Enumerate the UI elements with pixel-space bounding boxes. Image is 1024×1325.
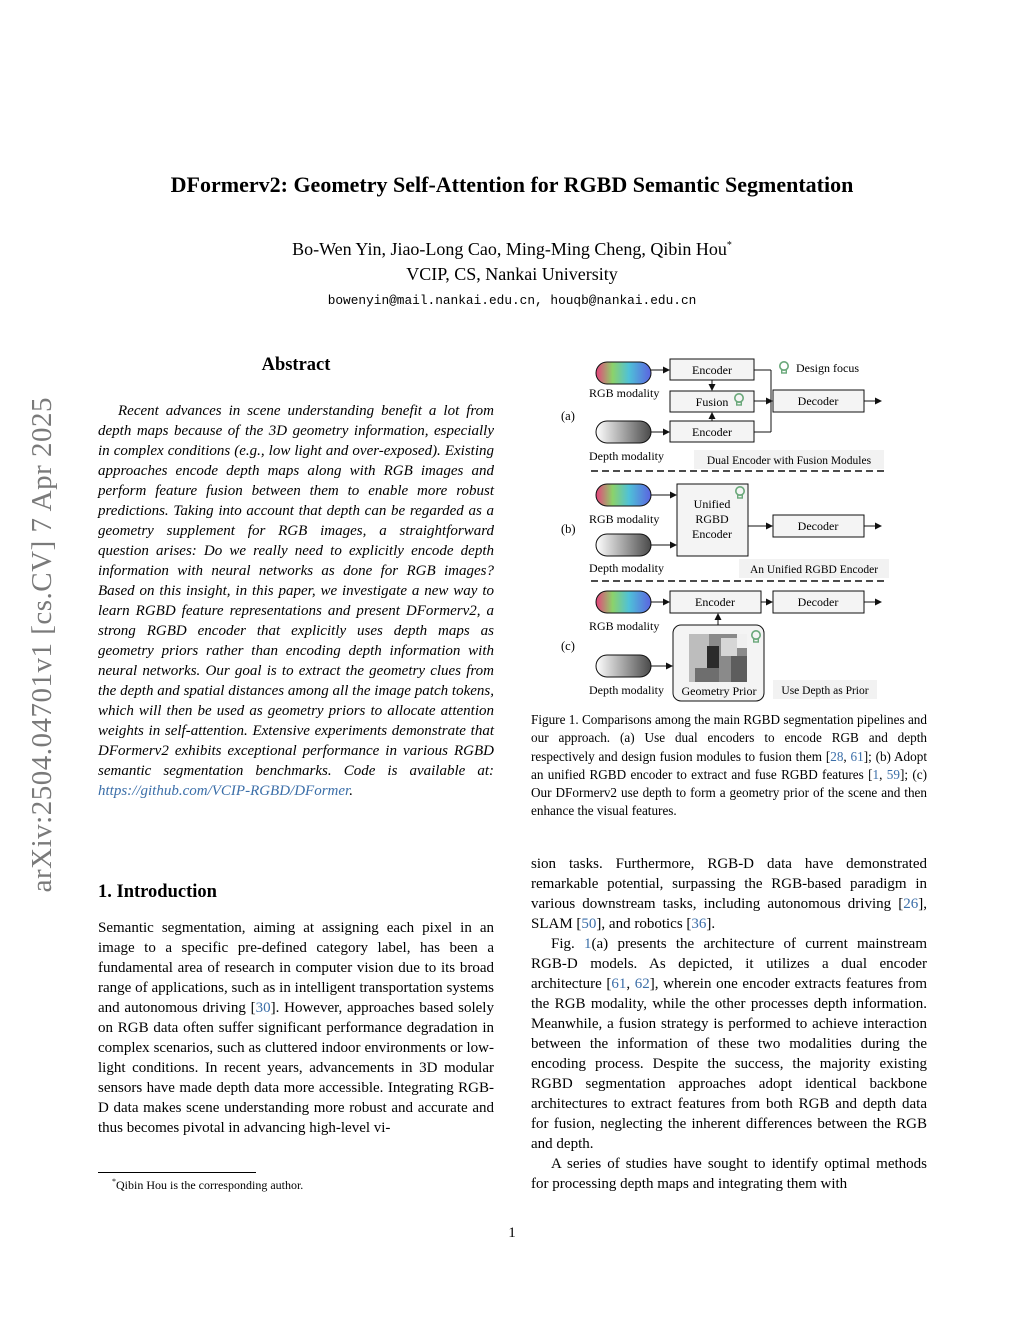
author-list bbox=[100, 239, 924, 260]
panel-b-unified-line2: RGBD bbox=[695, 512, 729, 526]
citation-link[interactable]: 36 bbox=[691, 916, 707, 932]
right-text-1c: ], wherein one encoder extracts features from the RGB modality, while the other processes depth information. Meanwhile, a fusion strategy is performed to achieve interaction between the information of these two modalities during the encoding process. Despite the success, the majority existing RGBD segmentation approaches adopt identical backbone architectures to extract features from both RGB and depth data for fusion, neglecting the inherent differences between the RGB and depth. bbox=[531, 976, 928, 1152]
footnote-text: Qibin Hou is the corresponding author. bbox=[116, 1178, 304, 1192]
footnote bbox=[112, 1177, 303, 1193]
intro-heading: 1. Introduction bbox=[98, 882, 217, 902]
panel-b-unified-line1: Unified bbox=[693, 497, 731, 511]
right-text-sep: , bbox=[626, 976, 635, 992]
panel-a-caption: Dual Encoder with Fusion Modules bbox=[706, 455, 872, 467]
panel-a-decoder-label: Decoder bbox=[797, 394, 839, 408]
panel-c-caption: Use Depth as Prior bbox=[781, 685, 869, 697]
right-paragraph-1 bbox=[531, 934, 927, 1154]
figure-1 bbox=[531, 350, 927, 705]
panel-a-depth-input-icon bbox=[596, 421, 651, 443]
page-number: 1 bbox=[508, 1225, 516, 1241]
author-emails: bowenyin@mail.nankai.edu.cn, houqb@nankai.edu.cn bbox=[327, 293, 697, 308]
panel-c-depth-input-icon bbox=[596, 655, 651, 677]
design-focus-bulb-icon bbox=[780, 362, 788, 373]
right-text-0c: ], and robotics [ bbox=[596, 916, 692, 932]
design-focus-legend: Design focus bbox=[796, 361, 859, 375]
panel-b-depth-input-icon bbox=[596, 534, 651, 556]
arxiv-stamp: arXiv:2504.04701v1 [cs.CV] 7 Apr 2025 bbox=[25, 397, 58, 893]
intro-paragraph-1 bbox=[98, 918, 494, 1138]
footnote-mark: * bbox=[112, 1177, 116, 1186]
footnote-rule bbox=[98, 1172, 256, 1173]
right-paragraph-2: A series of studies have sought to identify optimal methods for processing depth maps and integrating them with bbox=[531, 1156, 927, 1192]
affiliation: VCIP, CS, Nankai University bbox=[406, 264, 618, 284]
panel-a-fusion-label: Fusion bbox=[695, 395, 729, 409]
right-text-1b: (a) presents the architecture of current mainstream RGB-D models. As depicted, it utilizes a dual encoder architecture [ bbox=[531, 936, 927, 992]
abstract-end: . bbox=[349, 783, 353, 799]
panel-a-label: (a) bbox=[561, 409, 575, 423]
panel-b-caption: An Unified RGBD Encoder bbox=[749, 564, 879, 576]
figure-caption bbox=[531, 711, 927, 821]
right-text-0b: ], SLAM [ bbox=[531, 896, 927, 932]
panel-a-rgb-label: RGB modality bbox=[589, 386, 660, 400]
citation-link[interactable]: 61 bbox=[850, 748, 864, 764]
right-text-0d: ]. bbox=[706, 916, 716, 932]
code-link[interactable]: https://github.com/VCIP-RGBD/DFormer bbox=[98, 783, 350, 799]
figure-ref-link[interactable]: 1 bbox=[584, 936, 592, 952]
panel-b-depth-label: Depth modality bbox=[589, 561, 664, 575]
right-text-1a: Fig. bbox=[551, 936, 585, 952]
panel-b-rgb-input-icon bbox=[596, 484, 651, 506]
citation-link[interactable]: 59 bbox=[886, 766, 900, 782]
arxiv-stamp-container bbox=[12, 360, 72, 930]
panel-a-rgb-encoder-label: Encoder bbox=[692, 363, 732, 377]
caption-sep: , bbox=[843, 748, 851, 764]
panel-c-geometry-prior-label: Geometry Prior bbox=[681, 684, 757, 698]
panel-b-label: (b) bbox=[561, 522, 576, 536]
citation-link[interactable]: 62 bbox=[634, 976, 650, 992]
panel-c-rgb-input-icon bbox=[596, 591, 651, 613]
panel-c-encoder-label: Encoder bbox=[695, 595, 735, 609]
intro-text-2: ]. However, approaches based solely on RGB data often suffer significant performance degradation in complex scenarios, such as cluttered indoor environments or low-light conditions. In recent years, advancements in 3D modular sensors have made depth data more accessible. Integrating RGB-D data makes scene understanding more robust and accurate and thus becomes pivotal in advancing high-level vi- bbox=[98, 1000, 494, 1136]
figure-caption-text-2: ]; (b) Adopt an unified RGBD encoder to extract and fuse RGBD features [ bbox=[531, 748, 927, 782]
citation-link[interactable]: 50 bbox=[581, 916, 597, 932]
panel-c-decoder-label: Decoder bbox=[797, 595, 839, 609]
panel-a-rgb-input-icon bbox=[596, 362, 651, 384]
citation-link[interactable]: 1 bbox=[872, 766, 880, 782]
panel-c-rgb-label: RGB modality bbox=[589, 619, 660, 633]
citation-link[interactable]: 26 bbox=[903, 896, 919, 912]
intro-text-1: Semantic segmentation, aiming at assigning each pixel in an image to a specific pre-defined category label, has been a fundamental area of research in computer vision due to its broad range of applications, such as in intelligent transportation systems and autonomous driving [ bbox=[98, 920, 494, 1016]
figure-caption-text-3: ]; (c) Our DFormerv2 use depth to form a geometry prior of the scene and then enhance the visual features. bbox=[531, 766, 928, 819]
panel-a-depth-label: Depth modality bbox=[589, 449, 664, 463]
panel-c-depth-label: Depth modality bbox=[589, 683, 664, 697]
citation-link[interactable]: 30 bbox=[255, 1000, 271, 1016]
panel-b-decoder-label: Decoder bbox=[797, 519, 839, 533]
author-names: Bo-Wen Yin, Jiao-Long Cao, Ming-Ming Cheng, Qibin Hou bbox=[292, 239, 727, 259]
panel-c-label: (c) bbox=[561, 639, 575, 653]
figure-1-diagram bbox=[531, 350, 927, 705]
right-column-text bbox=[531, 854, 927, 1194]
right-paragraph-0 bbox=[531, 854, 927, 934]
panel-b-unified-line3: Encoder bbox=[692, 527, 732, 541]
abstract-body bbox=[98, 401, 494, 801]
citation-link[interactable]: 28 bbox=[830, 748, 844, 764]
geometry-prior-depth-map bbox=[689, 634, 747, 682]
citation-link[interactable]: 61 bbox=[611, 976, 627, 992]
panel-b-rgb-label: RGB modality bbox=[589, 512, 660, 526]
abstract-heading: Abstract bbox=[261, 355, 331, 375]
figure-caption-text-1: Comparisons among the main RGBD segmentation pipelines and our approach. (a) Use dual encoders to encode RGB and depth respectively and design fusion modules to fusion them [ bbox=[531, 712, 927, 764]
panel-a-depth-encoder-label: Encoder bbox=[692, 425, 732, 439]
figure-caption-label: Figure 1. bbox=[531, 712, 579, 727]
paper-title: DFormerv2: Geometry Self-Attention for RGBD Semantic Segmentation bbox=[170, 172, 854, 197]
caption-sep: , bbox=[879, 766, 887, 782]
corresponding-author-mark: * bbox=[726, 240, 732, 251]
right-text-0a: sion tasks. Furthermore, RGB-D data have demonstrated remarkable potential, surpassing the RGB-based paradigm in various downstream tasks, including autonomous driving [ bbox=[531, 856, 927, 912]
abstract-text: Recent advances in scene understanding benefit a lot from depth maps because of the 3D geometry information, especially in complex conditions (e.g., low light and over-exposed). Existing approaches encode depth maps along with RGB images and perform feature fusion between them to enable more robust predictions. Taking into account that depth can be regarded as a geometry supplement for RGB images, a straightforward question arises: Do we really need to explicitly encode depth information with neural networks as done for RGB images? Based on this insight, in this paper, we investigate a new way to learn RGBD feature representations and present DFormerv2, a strong RGBD encoder that explicitly uses depth maps as geometry priors rather than encoding depth information with neural networks. Our goal is to extract the geometry clues from the depth and spatial distances among all the image patch tokens, which will then be used as geometry priors to allocate attention weights in self-attention. Extensive experiments demonstrate that DFormerv2 exhibits exceptional performance in various RGBD semantic segmentation benchmarks. Code is available at: bbox=[98, 403, 494, 779]
